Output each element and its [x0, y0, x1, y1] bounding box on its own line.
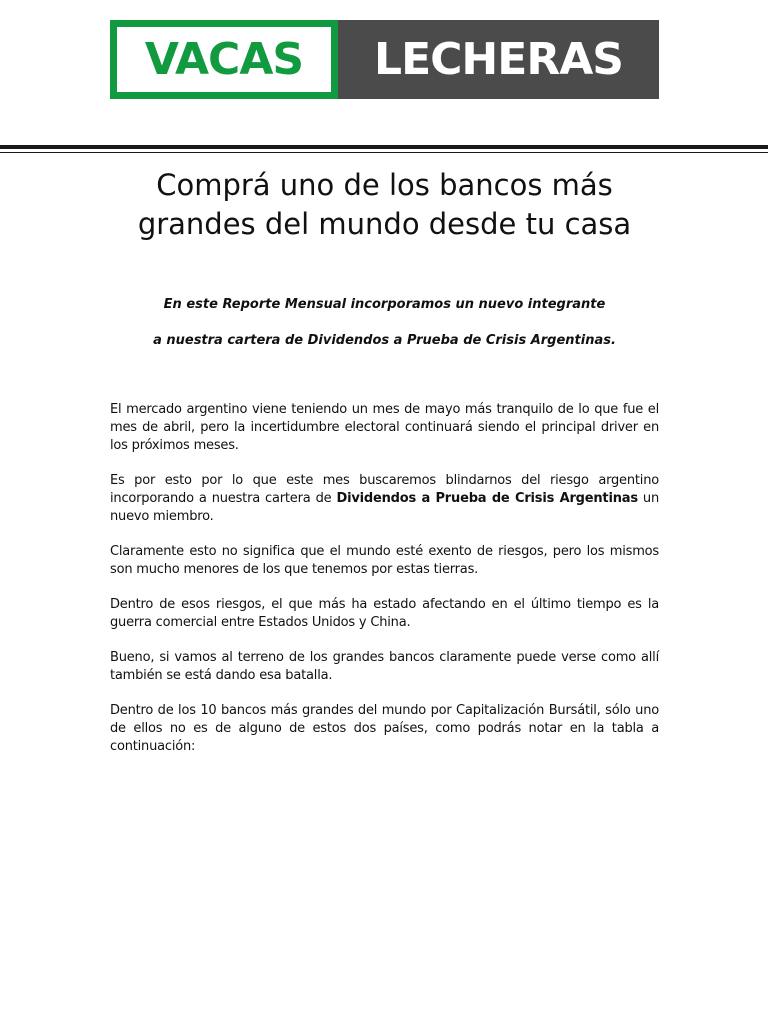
document-title: Comprá uno de los bancos más grandes del mundo desde tu casa — [137, 168, 632, 241]
paragraph-2-text-end: un nuevo miembro. — [110, 491, 660, 524]
header-divider-thick — [0, 145, 768, 149]
paragraph-3: Claramente esto no significa que el mundo esté exento de riesgos, pero los mismos son mucho menores de los que tenemos por estas tierras. — [110, 544, 659, 577]
paragraph-2-text-start: Es por esto por lo que este mes buscaremos blindarnos del riesgo argentino incorporando a nuestra cartera de — [110, 473, 659, 506]
logo-text-vacas: VACAS — [144, 34, 304, 85]
logo-green-box — [110, 20, 338, 99]
article-body — [110, 401, 659, 773]
header-divider-thin — [0, 152, 768, 153]
subtitle-line-1: En este Reporte Mensual incorporamos un nuevo integrante — [163, 297, 606, 312]
paragraph-2-bold-portfolio-name: Dividendos a Prueba de Crisis Argentinas — [336, 491, 638, 506]
logo-text-lecheras: LECHERAS — [374, 34, 623, 85]
paragraph-2 — [110, 472, 659, 526]
subtitle-line-2: a nuestra cartera de Dividendos a Prueba de Crisis Argentinas. — [153, 333, 616, 348]
logo-gray-box — [338, 20, 659, 99]
paragraph-6: Dentro de los 10 bancos más grandes del mundo por Capitalización Bursátil, sólo uno de ellos no es de alguno de estos dos países, como podrás notar en la tabla a continuación: — [110, 703, 659, 754]
paragraph-1: El mercado argentino viene teniendo un mes de mayo más tranquilo de lo que fue el mes de abril, pero la incertidumbre electoral continuará siendo el principal driver en los próximos meses. — [110, 402, 659, 453]
brand-logo — [110, 20, 659, 99]
paragraph-5: Bueno, si vamos al terreno de los grandes bancos claramente puede verse como allí también se está dando esa batalla. — [110, 650, 659, 683]
paragraph-4: Dentro de esos riesgos, el que más ha estado afectando en el último tiempo es la guerra comercial entre Estados Unidos y China. — [110, 597, 659, 630]
